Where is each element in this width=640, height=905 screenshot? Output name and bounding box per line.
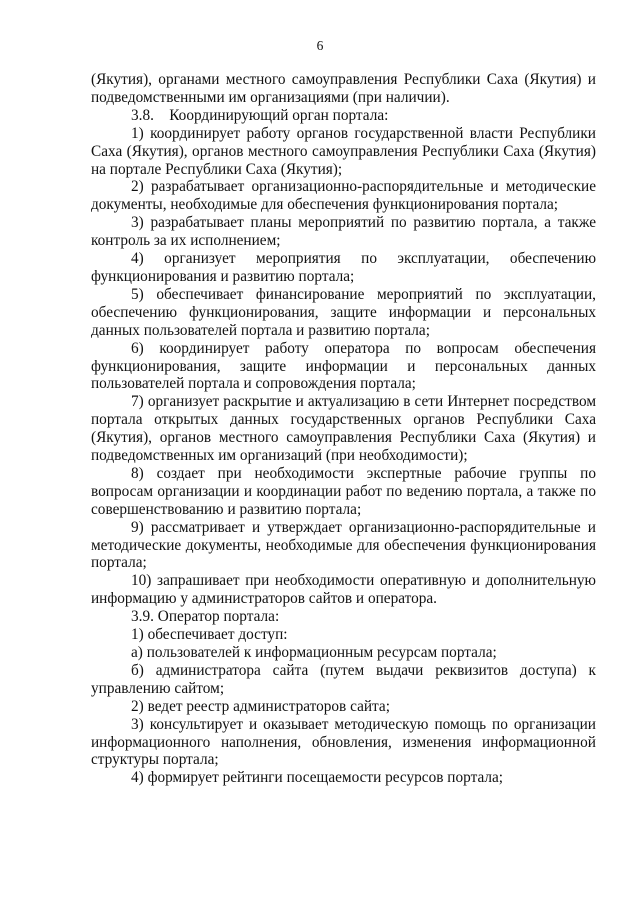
list-item: 1) обеспечивает доступ: (131, 626, 288, 644)
list-item: 9) рассматривает и утверждает организационно-распорядительные и методические документы, необходимые для обеспечения функционирования портала; (91, 518, 596, 572)
document-body (91, 71, 596, 787)
list-item: 6) координирует работу оператора по вопросам обеспечения функционирования, защите информации и персональных данных пользователей портала и сопровождения портала; (91, 339, 596, 393)
list-item: б) администратора сайта (путем выдачи реквизитов доступа) к управлению сайтом; (91, 661, 596, 697)
list-item: 10) запрашивает при необходимости оперативную и дополнительную информацию у администраторов сайтов и оператора. (91, 572, 596, 608)
list-item: 7) организует раскрытие и актуализацию в сети Интернет посредством портала открытых данных государственных органов Республики Саха (Якутия), органов местного самоуправления Республики Саха (Якутия) и подведомственных им организаций (при необходимости); (91, 393, 596, 465)
paragraph-continuation: (Якутия), органами местного самоуправления Республики Саха (Якутия) и подведомственными им организациями (при наличии). (91, 71, 596, 106)
section-heading-3-9: 3.9. Оператор портала: (131, 608, 280, 626)
list-item: а) пользователей к информационным ресурсам портала; (131, 644, 497, 661)
list-item: 8) создает при необходимости экспертные рабочие группы по вопросам организации и координации работ по ведению портала, а также по совершенствованию и развитию портала; (91, 464, 596, 518)
list-item: 3) разрабатывает планы мероприятий по развитию портала, а также контроль за их исполнением; (91, 214, 596, 250)
list-item: 2) ведет реестр администраторов сайта; (131, 697, 390, 715)
list-item: 1) координирует работу органов государственной власти Республики Саха (Якутия), органов местного самоуправления Республики Саха (Якутия) на портале Республики Саха (Якутия); (91, 124, 596, 178)
list-item: 5) обеспечивает финансирование мероприятий по эксплуатации, обеспечению функционирования, защите информации и персональных данных пользователей портала и развитию портала; (91, 285, 596, 339)
list-item: 2) разрабатывает организационно-распорядительные и методические документы, необходимые для обеспечения функционирования портала; (91, 178, 596, 214)
page-number: 6 (316, 38, 324, 53)
list-item: 4) формирует рейтинги посещаемости ресурсов портала; (131, 769, 504, 787)
list-item: 4) организует мероприятия по эксплуатации, обеспечению функционирования и развитию портала; (91, 250, 596, 285)
section-heading-3-8: 3.8. Координирующий орган портала: (131, 106, 389, 124)
list-item: 3) консультирует и оказывает методическую помощь по организации информационного наполнения, обновления, изменения информационной структуры портала; (91, 715, 596, 769)
